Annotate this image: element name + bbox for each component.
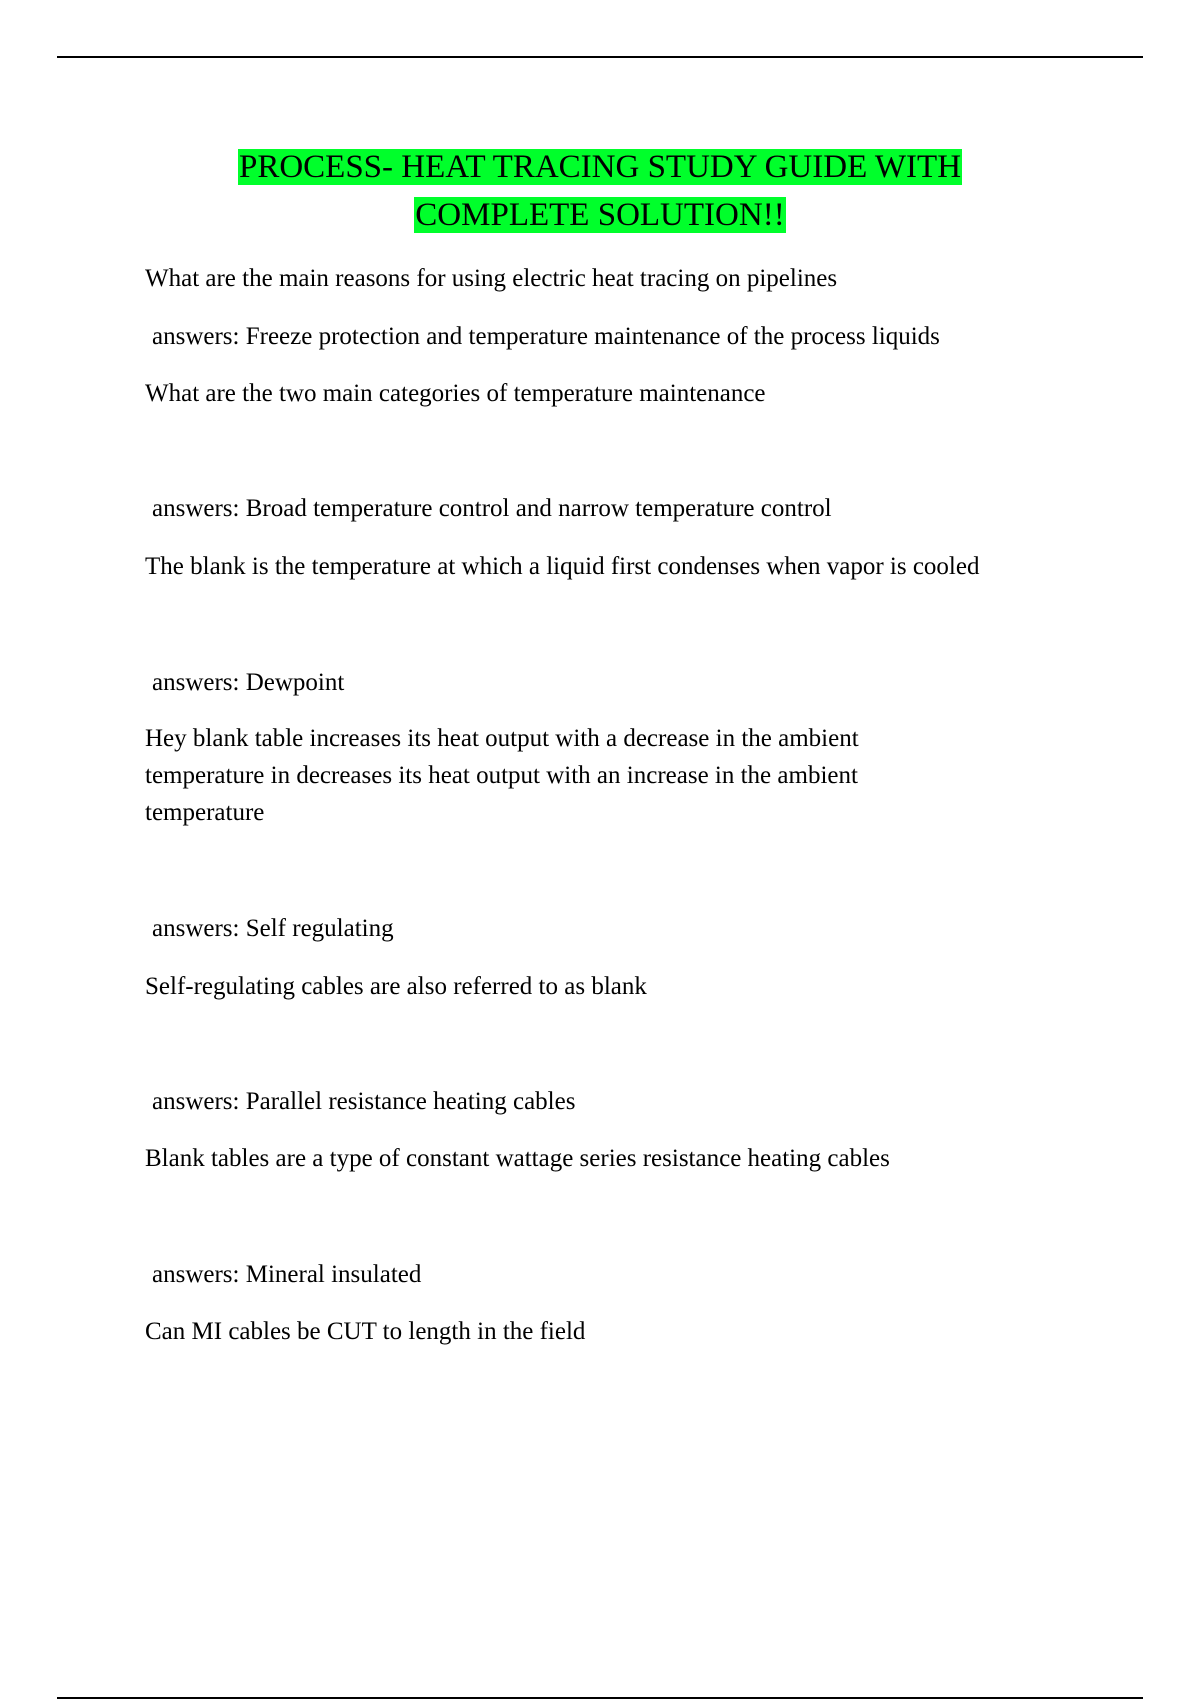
title-line-1: PROCESS- HEAT TRACING STUDY GUIDE WITH — [238, 149, 962, 185]
question-6: Blank tables are a type of constant wattage series resistance heating cables — [145, 1145, 890, 1172]
answer-2: answers: Broad temperature control and narrow temperature control — [152, 495, 832, 522]
question-7: Can MI cables be CUT to length in the field — [145, 1318, 586, 1345]
answer-3: answers: Dewpoint — [152, 669, 345, 696]
question-4: Hey blank table increases its heat output with a decrease in the ambient temperature in decreases its heat output with an increase in the ambient temperature — [145, 725, 859, 826]
answer-4: answers: Self regulating — [152, 915, 394, 942]
answer-6: answers: Mineral insulated — [152, 1261, 422, 1288]
title-line-2: COMPLETE SOLUTION!! — [415, 197, 785, 233]
top-rule — [57, 56, 1143, 58]
answer-5: answers: Parallel resistance heating cables — [152, 1088, 576, 1115]
question-5: Self-regulating cables are also referred to as blank — [145, 973, 647, 1000]
bottom-rule — [57, 1697, 1143, 1699]
question-3: The blank is the temperature at which a liquid first condenses when vapor is cooled — [145, 553, 980, 580]
question-2: What are the two main categories of temperature maintenance — [145, 380, 766, 407]
question-1: What are the main reasons for using electric heat tracing on pipelines — [145, 265, 838, 292]
document-title — [0, 143, 1200, 239]
answer-1: answers: Freeze protection and temperature maintenance of the process liquids — [152, 323, 940, 350]
